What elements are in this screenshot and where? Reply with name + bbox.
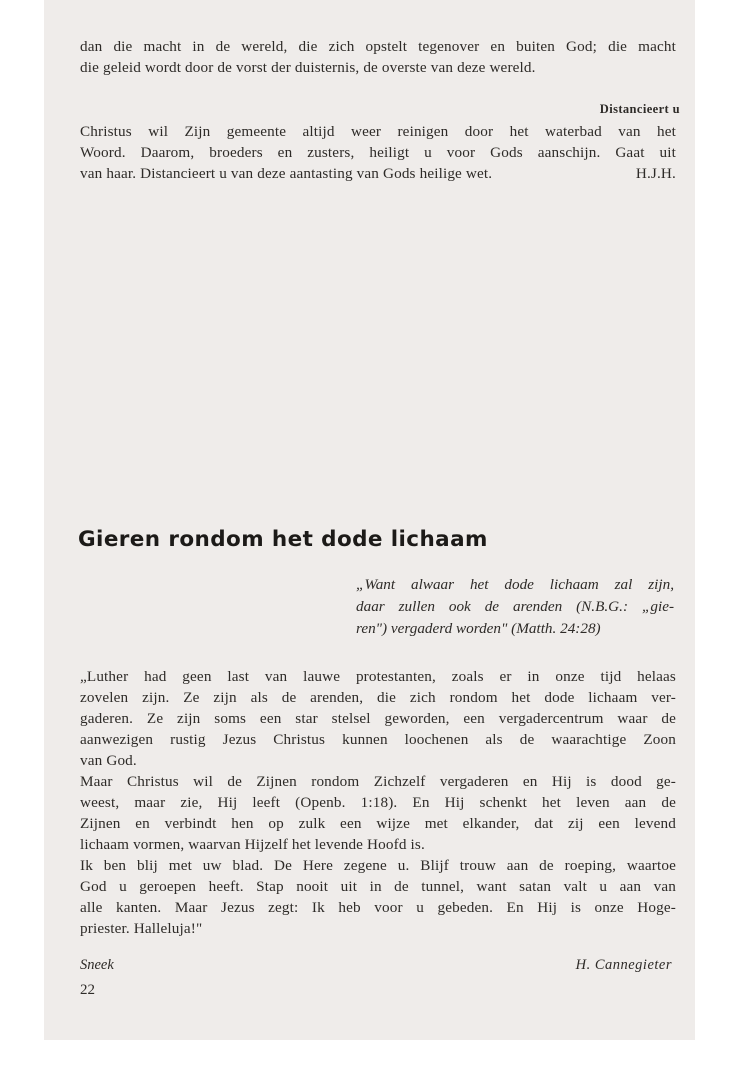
epigraph-line: „Want alwaar het dode lichaam zal zijn, — [356, 576, 674, 593]
text-line: weest, maar zie, Hij leeft (Openb. 1:18). En Hij schenkt het leven aan de — [80, 794, 676, 811]
text-line-content: van haar. Distancieert u van deze aantasting van Gods heilige wet. — [80, 165, 493, 182]
article-title: Gieren rondom het dode lichaam — [78, 527, 488, 552]
epigraph — [356, 574, 674, 640]
signature: H.J.H. — [635, 165, 676, 182]
epigraph-line: ren") vergaderd worden" (Matth. 24:28) — [356, 620, 601, 637]
text-line: alle kanten. Maar Jezus zegt: Ik heb voor u gebeden. En Hij is onze Hoge- — [80, 899, 676, 916]
page-number: 22 — [80, 982, 95, 998]
section-subheading: Distancieert u — [599, 102, 680, 116]
text-line: Ik ben blij met uw blad. De Here zegene u. Blijf trouw aan de roeping, waartoe — [80, 857, 676, 874]
epigraph-line: daar zullen ook de arenden (N.B.G.: „gie- — [356, 598, 674, 615]
text-line: aanwezigen rustig Jezus Christus kunnen loochenen als de waarachtige Zoon — [80, 731, 676, 748]
text-line: Zijnen en verbindt hen op zulk een wijze met elkander, dat zij een levend — [80, 815, 676, 832]
text-line: priester. Halleluja!" — [80, 920, 203, 937]
text-line: zovelen zijn. Ze zijn als de arenden, die zich rondom het dode lichaam ver- — [80, 689, 676, 706]
text-line: „Luther had geen last van lauwe protestanten, zoals er in onze tijd helaas — [80, 668, 676, 685]
text-line — [80, 163, 676, 184]
text-line: dan die macht in de wereld, die zich opstelt tegenover en buiten God; die macht — [80, 38, 676, 55]
text-line: Christus wil Zijn gemeente altijd weer reinigen door het waterbad van het — [80, 123, 676, 140]
text-line: God u geroepen heeft. Stap nooit uit in de tunnel, want satan valt u aan van — [80, 878, 676, 895]
text-line: van God. — [80, 752, 137, 769]
text-line: gaderen. Ze zijn soms een star stelsel geworden, een vergadercentrum waar de — [80, 710, 676, 727]
article-body — [80, 666, 676, 939]
text-line: Woord. Daarom, broeders en zusters, heiligt u voor Gods aanschijn. Gaat uit — [80, 144, 676, 161]
place-name: Sneek — [80, 957, 114, 973]
text-line: Maar Christus wil de Zijnen rondom Zichzelf vergaderen en Hij is dood ge- — [80, 773, 676, 790]
text-line: die geleid wordt door de vorst der duisternis, de overste van deze wereld. — [80, 59, 536, 76]
section-paragraph — [80, 121, 676, 184]
author-name: H. Cannegieter — [575, 957, 672, 973]
text-line: lichaam vormen, waarvan Hijzelf het levende Hoofd is. — [80, 836, 425, 853]
intro-paragraph — [80, 36, 676, 78]
